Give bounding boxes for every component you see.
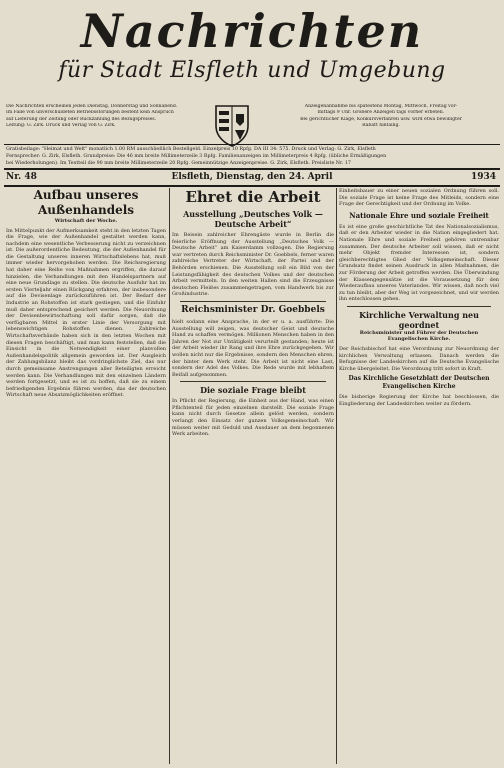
info-line: Bei gerichtlicher Klage, Konkursverfahren usw. wird etwa bewilligter — [300, 116, 462, 122]
article-subhead: Ausstellung „Deutsches Volk — Deutsche Arbeit“ — [183, 209, 323, 229]
newspaper-subtitle: für Stadt Elsfleth und Umgebung — [58, 58, 446, 83]
section-headline: Reichsminister Dr. Goebbels — [181, 304, 325, 315]
column-right — [339, 188, 499, 762]
article-body: Der Reichsbischof hat eine Verordnung zur Neuordnung der kirchlichen Verwaltung erlassen. Danach werden die Befugnisse der Landeskirchen auf die Deutsche Evangelische Kirche übergeleitet. Die Verordnung tritt sofort in Kraft. — [339, 345, 499, 372]
masthead — [0, 0, 504, 104]
info-line: Anzeigenannahme bis spätestens Montag, Mittwoch, Freitag vor- — [304, 104, 458, 109]
article-body: hielt sodann eine Ansprache, in der er u. a. ausführte: Die Ausstellung will zeigen, was deutscher Geist und deutsche Hand zu schaffen vermögen. Millionen Menschen haben in den Jahren der Not zur Untätigkeit verurteilt gestanden; heute ist der Arbeit wieder ihr Rang und ihre Ehre zurückgegeben. Wir wollen nicht nur die Ergebnisse, sondern den Menschen ehren, der hinter dem Werk steht. Die Arbeit ist nicht eine Last, sondern der Adel des Volkes. Die Rede wurde mit lebhaftem Beifall aufgenommen. — [172, 318, 334, 378]
divider — [347, 306, 491, 307]
section-headline: Die soziale Frage bleibt — [200, 385, 306, 396]
issue-number: Nr. 48 — [6, 172, 37, 182]
article-body: Es ist eine große geschichtliche Tat des Nationalsozialismus, daß er den Arbeiter wieder in die Nation eingegliedert hat. Nationale Ehre und soziale Freiheit gehören untrennbar zusammen. Der deutsche Arbeiter soll wissen, daß er nicht mehr Objekt fremder Interessen ist, sondern gleichberechtigtes Glied der Volksgemeinschaft. Dieser Grundsatz findet seinen Ausdruck in allen Maßnahmen, die zur Förderung der Arbeit getroffen werden. Die Überwindung der Klassengegensätze ist die Voraussetzung für den Wiederaufbau unseres Vaterlandes. Wir wissen, daß noch viel zu tun bleibt, aber der Weg ist vorgezeichnet, und wir werden ihn entschlossen gehen. — [339, 223, 499, 303]
article-kicker: Reichsminister und Führer der Deutschen Evangelischen Kirche. — [359, 329, 479, 343]
info-line: Leitung: G. Zirk. Druck und Verlag von G. Zirk. — [6, 123, 116, 129]
article-headline: Aufbau unseres Außenhandels — [33, 188, 139, 217]
article-headline: Ehret die Arbeit — [185, 188, 321, 206]
column-divider — [169, 188, 170, 764]
coat-of-arms-icon — [212, 102, 252, 148]
article-body: Einheitsbauer zu einer neuen sozialen Ordnung führen soll. Die soziale Frage ist keine Frage des Mitleids, sondern eine Frage der Gerechtigkeit und der Ordnung im Volke. — [339, 188, 499, 208]
column-middle — [172, 188, 334, 762]
subscription-strip — [6, 146, 498, 167]
divider — [4, 144, 500, 145]
article-body: Die bisherige Regierung der Kirche hat beschlossen, die Eingliederung der Landeskirchen weiter zu fördern. — [339, 394, 499, 407]
divider — [180, 301, 326, 302]
issue-date: Elsfleth, Dienstag, den 24. April — [171, 172, 333, 182]
article-kicker: Wirtschaft der Woche. — [54, 218, 118, 224]
info-line: Im Falle von unverschuldeten Betriebsstörungen besteht kein Anspruch — [6, 110, 174, 116]
advertising-info — [262, 104, 500, 130]
divider — [4, 185, 500, 187]
info-line: mittags 9 Uhr. Größere Anzeigen tags vorher erbeten. — [317, 110, 445, 116]
strip-line: bei Wiederholungen). Im Textteil die 90 mm breite Millimeterzeile 20 Rpfg. Gemeinnützige Anzeigenpreise. G. Zirk, Elsfleth. Preisliste Nr. 17 — [6, 161, 351, 166]
section-headline: Nationale Ehre und soziale Freiheit — [349, 210, 489, 220]
strip-line: Gratisbeilage: "Heimat und Welt" monatlich 1.00 RM ausschließlich Bestellgeld. Einzelpreis 10 Rpfg. DA III 34: 575. Druck und Verlag: G. Zirk, Elsfleth — [6, 147, 376, 152]
newspaper-title: Nachrichten — [80, 4, 424, 58]
column-left — [6, 188, 166, 762]
publication-info — [6, 104, 202, 130]
info-line: Die Nachrichten erscheinen jeden Dienstag, Donnerstag und Sonnabend. — [6, 104, 178, 109]
article-headline: Kirchliche Verwaltung neu geordnet — [359, 309, 479, 330]
info-line: auf Lieferung der Zeitung oder Rückzahlung des Bezugspreises. — [6, 116, 157, 122]
info-line: Rabatt hinfällig. — [362, 123, 400, 129]
column-divider — [336, 188, 337, 764]
strip-line: Fernsprecher: G. Zirk, Elsfleth. Grundpreise: Die 46 mm breite Millimeterzeile 3 Rpfg. Familienanzeigen im Millimeterpreis 4 Rpfg. (übliche Ermäßigungen — [6, 154, 387, 159]
section-headline: Das Kirchliche Gesetzblatt der Deutschen Evangelischen Kirche — [348, 375, 490, 391]
article-body: In Pflicht der Regierung, die Einheit aus der Hand, was einen Pflichtenteil für jeden einzelnen darstellt. Die soziale Frage kann nicht durch Gesetze allein gelöst werden, sondern verlangt den Einsatz der ganzen Volksgemeinschaft. Wir müssen weiter mit Geduld und Ausdauer an dem begonnenen Werk arbeiten. — [172, 398, 334, 438]
dateline — [4, 170, 500, 184]
issue-year: 1934 — [470, 172, 496, 182]
article-body: Im Mittelpunkt der Aufmerksamkeit steht in den letzten Tagen die Frage, wie der Außenhandel gestaltet werden kann, nachdem eine wesentliche Verbesserung nicht zu verzeichnen ist. Die außerordentliche Bedeutung, die der Außenhandel für die Gestaltung unseres inneren Wirtschaftslebens hat, muß immer wieder hervorgehoben werden. Die Reichsregierung hat daher eine Reihe von Maßnahmen ergriffen, die darauf hinzielen, die Verhandlungen mit den Handelspartnern auf eine neue Grundlage zu stellen. Die deutsche Ausfuhr hat im ersten Vierteljahr einen Rückgang erfahren, der insbesondere auf die Devisenlage zurückzuführen ist. Der Bedarf der Industrie an Rohstoffen ist stark gestiegen, und die Einfuhr muß daher entsprechend gesichert werden. Die Neuordnung der Devisenbewirtschaftung soll dafür sorgen, daß die verfügbaren Mittel in erster Linie der Versorgung mit lebenswichtigen Rohstoffen dienen. Zahlreiche Wirtschaftsverbände haben sich in den letzten Wochen mit diesen Fragen beschäftigt, und man kann feststellen, daß die Einsicht in die Notwendigkeit einer planvollen Außenhandelspolitik allgemein geworden ist. Der Ausgleich der Zahlungsbilanz bleibt das vordringlichste Ziel, das nur durch gemeinsame Anstrengungen aller Beteiligten erreicht werden kann. Die Verhandlungen mit den einzelnen Ländern werden fortgesetzt, und es ist zu hoffen, daß sie zu einem befriedigenden Ergebnis führen werden, das der deutschen Wirtschaft neue Absatzmöglichkeiten eröffnet. — [6, 227, 166, 399]
article-body: Im Beisein zahlreicher Ehrengäste wurde in Berlin die feierliche Eröffnung der Ausstellung „Deutsches Volk — Deutsche Arbeit“ am Kaiserdamm vollzogen. Die Regierung war vertreten durch Reichsminister Dr. Goebbels, ferner waren zahlreiche Vertreter der Wirtschaft, der Partei und der Behörden erschienen. Die Ausstellung soll ein Bild von der Leistungsfähigkeit des deutschen Volkes und der deutschen Arbeit vermitteln. In den weiten Hallen sind die Erzeugnisse deutschen Fleißes zusammengetragen, vom Handwerk bis zur Großindustrie. — [172, 232, 334, 298]
divider — [180, 381, 326, 382]
